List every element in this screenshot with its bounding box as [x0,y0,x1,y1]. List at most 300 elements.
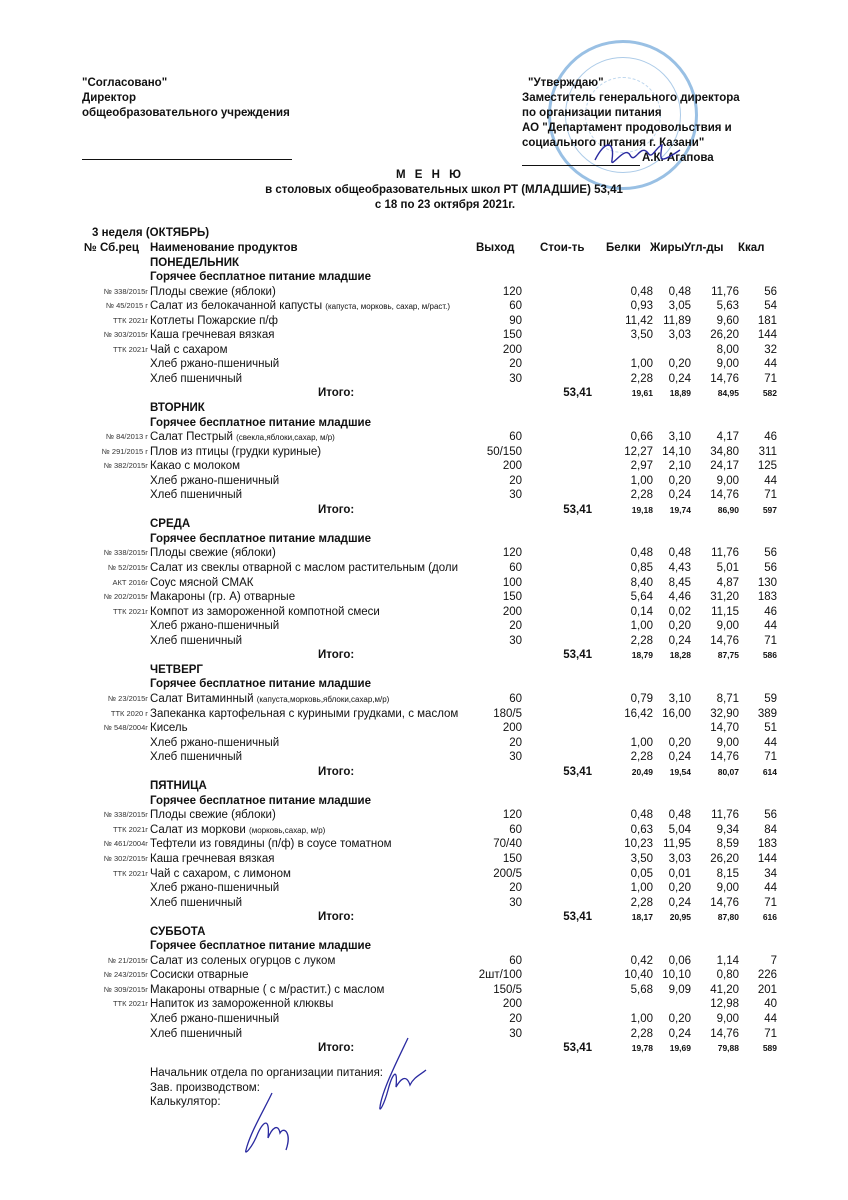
document-title: М Е Н Ю [396,169,464,181]
kcal-value: 183 [757,838,777,851]
dish-name: Хлеб ржано-пшеничный [150,358,280,371]
dish-name-cell [150,750,466,766]
total-label: Итого: [318,503,355,516]
meal-group-row [84,677,784,692]
meal-group-row [84,794,784,809]
portion-output: 60 [509,692,522,705]
table-row [84,619,784,634]
portion-output: 100 [502,576,522,589]
table-row [84,459,784,474]
approved-label: "Утверждаю" [528,77,604,89]
carbs-value: 26,20 [710,329,739,342]
protein-value: 16,42 [624,707,653,720]
dish-name-cell [150,692,466,708]
dish-name: Хлеб ржано-пшеничный [150,474,280,487]
table-row [84,823,784,838]
day-total-row [84,503,784,518]
recipe-code: ТТК 2021г [112,999,148,1009]
total-carbs: 80,07 [717,766,739,777]
recipe-code: № 309/2015г [103,984,148,994]
table-row [84,896,784,911]
carbs-value: 14,76 [710,896,739,909]
dish-name-cell [150,590,466,606]
portion-output: 200 [502,343,522,356]
carbs-value: 11,76 [711,285,739,298]
carbs-value: 5,01 [716,562,739,575]
table-row [84,299,784,314]
dish-name: Соус мясной СМАК [150,576,254,589]
fat-value: 0,20 [668,1012,691,1025]
meal-group-heading: Горячее бесплатное питание младшие [150,532,372,545]
carbs-value: 5,63 [716,300,739,313]
dish-name-cell [150,983,466,999]
recipe-code: № 461/2004г [103,839,148,849]
recipe-code: ТТК 2021г [112,606,148,616]
document-subtitle: в столовых общеобразовательных школ РТ (МЛАДШИЕ) 53,41 [265,184,623,196]
kcal-value: 44 [764,620,777,633]
fat-value: 14,10 [662,445,691,458]
protein-value: 2,28 [630,896,653,909]
fat-value: 0,48 [668,547,691,560]
day-heading-row [84,925,784,940]
dish-name-cell [150,837,466,853]
column-header-name: Наименование продуктов [150,242,298,254]
protein-value: 12,27 [624,445,653,458]
protein-value: 1,00 [630,882,653,895]
kcal-value: 84 [764,823,777,836]
dish-name-cell [150,488,466,504]
dish-name-cell [150,430,466,446]
portion-output: 30 [509,634,522,647]
fat-value: 0,24 [668,372,691,385]
dish-name: Чай с сахаром, с лимоном [150,867,291,880]
dish-name-cell [150,357,466,373]
fat-value: 11,95 [663,838,691,851]
portion-output: 20 [509,620,522,633]
approver-name: А.К. Агапова [642,152,714,164]
table-row [84,357,784,372]
head-of-catering-label: Начальник отдела по организации питания: [150,1067,383,1079]
column-header-carbs: Угл-ды [684,242,724,254]
table-row [84,881,784,896]
day-total-row [84,765,784,780]
total-kcal: 586 [762,650,777,661]
total-fat: 18,89 [669,388,691,399]
recipe-code: № 23/2015г [108,693,148,703]
portion-output: 20 [509,736,522,749]
fat-value: 0,48 [668,809,691,822]
total-cost: 53,41 [563,503,592,516]
table-row [84,430,784,445]
portion-output: 200 [502,722,522,735]
protein-value: 2,28 [630,751,653,764]
day-heading: СУББОТА [150,925,206,938]
dish-name: Салат из белокачанной капусты [150,300,326,313]
fat-value: 5,04 [668,823,691,836]
recipe-code: № 45/2015 г [105,301,148,311]
table-row [84,997,784,1012]
fat-value: 3,03 [668,852,691,865]
carbs-value: 8,71 [716,692,739,705]
director-label: Директор [82,92,136,104]
protein-value: 0,48 [630,547,653,560]
table-row [84,634,784,649]
portion-output: 150 [502,852,522,865]
kcal-value: 183 [757,591,777,604]
total-kcal: 582 [762,388,777,399]
dish-name-cell [150,852,466,868]
dish-name: Макароны отварные ( с м/растит.) с маслом [150,983,385,996]
portion-output: 30 [509,489,522,502]
total-kcal: 614 [762,766,777,777]
portion-output: 60 [509,954,522,967]
protein-value: 2,28 [630,372,653,385]
total-carbs: 84,95 [717,388,739,399]
carbs-value: 8,59 [716,838,739,851]
kcal-value: 7 [770,954,777,967]
dish-name-cell [150,343,466,359]
total-fat: 18,28 [669,650,691,661]
carbs-value: 32,90 [710,707,739,720]
dish-name-cell [150,881,466,897]
carbs-value: 14,70 [710,722,739,735]
recipe-code: № 338/2015г [103,286,148,296]
total-kcal: 589 [762,1043,777,1054]
protein-value: 0,14 [630,605,653,618]
kcal-value: 44 [764,736,777,749]
fat-value: 0,01 [668,867,691,880]
dish-name-cell [150,576,466,592]
fat-value: 0,20 [668,474,691,487]
recipe-code: № 548/2004г [103,723,148,733]
fat-value: 0,24 [668,1027,691,1040]
carbs-value: 9,34 [716,823,739,836]
portion-output: 30 [509,751,522,764]
portion-output: 30 [509,372,522,385]
dish-name-cell [150,707,466,723]
carbs-value: 14,76 [710,634,739,647]
dish-name-cell [150,445,466,461]
dish-name: Салат из моркови [150,823,250,836]
kcal-value: 181 [757,314,777,327]
day-heading-row [84,517,784,532]
dish-name-cell [150,997,466,1013]
total-protein: 19,18 [631,504,653,515]
column-header-fat: Жиры [650,242,685,254]
protein-value: 0,93 [630,300,653,313]
table-row [84,474,784,489]
total-fat: 19,69 [669,1043,691,1054]
day-heading-row [84,779,784,794]
protein-value: 0,48 [630,809,653,822]
week-label: 3 неделя (ОКТЯБРЬ) [92,227,210,239]
day-total-row [84,910,784,925]
dish-name-cell [150,1012,466,1028]
kcal-value: 51 [764,722,777,735]
fat-value: 0,24 [668,751,691,764]
meal-group-heading: Горячее бесплатное питание младшие [150,794,372,807]
carbs-value: 12,98 [710,998,739,1011]
portion-output: 60 [509,823,522,836]
column-header-code: № Сб.рец [84,242,139,254]
fat-value: 0,48 [668,285,691,298]
agreed-label: "Согласовано" [82,77,168,89]
fat-value: 0,24 [668,896,691,909]
dish-name: Хлеб пшеничный [150,372,243,385]
recipe-code: № 202/2015г [103,592,148,602]
total-label: Итого: [318,649,355,662]
table-row [84,590,784,605]
day-heading-row [84,663,784,678]
column-header-kcal: Ккал [738,242,765,254]
protein-value: 10,23 [624,838,653,851]
protein-value: 1,00 [630,358,653,371]
carbs-value: 34,80 [710,445,739,458]
approver-title: Заместитель генерального директора [522,92,740,104]
kcal-value: 44 [764,358,777,371]
protein-value: 2,28 [630,489,653,502]
table-row [84,605,784,620]
dish-name: Хлеб ржано-пшеничный [150,1012,280,1025]
protein-value: 1,00 [630,620,653,633]
kcal-value: 59 [764,692,777,705]
fat-value: 3,10 [668,431,691,444]
recipe-code: ТТК 2021г [112,824,148,834]
protein-value: 1,00 [630,474,653,487]
dish-ingredients-note: (капуста,морковь,яблоки,сахар,м/р) [256,694,390,704]
protein-value: 2,28 [630,634,653,647]
column-header-output: Выход [476,242,515,254]
dish-name: Запеканка картофельная с куриными грудками, с маслом [150,707,459,720]
recipe-code: № 303/2015г [103,330,148,340]
dish-name: Плоды свежие (яблоки) [150,809,276,822]
approver-signature-row [522,151,740,166]
kcal-value: 71 [764,751,777,764]
kcal-value: 44 [764,474,777,487]
table-row [84,736,784,751]
dish-name-cell [150,372,466,388]
portion-output: 30 [509,1027,522,1040]
total-kcal: 616 [762,912,777,923]
portion-output: 120 [502,809,522,822]
dish-name: Хлеб пшеничный [150,1027,243,1040]
protein-value: 3,50 [630,852,653,865]
dish-name-cell [150,867,466,883]
total-carbs: 87,80 [717,912,739,923]
carbs-value: 8,00 [716,343,739,356]
carbs-value: 41,20 [710,983,739,996]
kcal-value: 71 [764,896,777,909]
carbs-value: 9,00 [716,882,739,895]
dish-name-cell [150,736,466,752]
dish-name: Хлеб пшеничный [150,634,243,647]
total-cost: 53,41 [563,765,592,778]
total-protein: 19,61 [631,388,653,399]
table-row [84,561,784,576]
total-fat: 19,54 [669,766,691,777]
dish-name: Салат из соленых огурцов с луком [150,954,336,967]
table-row [84,314,784,329]
fat-value: 8,45 [668,576,691,589]
meal-group-row [84,939,784,954]
column-header-protein: Белки [606,242,641,254]
menu-table [84,241,784,1056]
portion-output: 150/5 [493,983,522,996]
dish-name-cell [150,808,466,824]
total-cost: 53,41 [563,387,592,400]
kcal-value: 71 [764,489,777,502]
kcal-value: 46 [764,431,777,444]
portion-output: 150 [502,329,522,342]
total-carbs: 86,90 [717,504,739,515]
total-cost: 53,41 [563,649,592,662]
kcal-value: 44 [764,882,777,895]
total-label: Итого: [318,387,355,400]
table-row [84,983,784,998]
table-row [84,837,784,852]
table-row [84,867,784,882]
recipe-code: № 21/2015г [108,955,148,965]
dish-name: Тефтели из говядины (п/ф) в соусе томатном [150,838,392,851]
day-total-row [84,648,784,663]
total-carbs: 79,88 [717,1043,739,1054]
recipe-code: № 338/2015г [103,810,148,820]
table-row [84,692,784,707]
approval-approved-block [522,76,740,166]
total-kcal: 597 [762,504,777,515]
dish-name: Плов из птицы (грудки куриные) [150,445,322,458]
dish-name: Хлеб ржано-пшеничный [150,882,280,895]
approver-org-2: социального питания г. Казани" [522,137,705,149]
protein-value: 2,28 [630,1027,653,1040]
signature-line [82,159,292,160]
protein-value: 0,66 [630,431,653,444]
recipe-code: № 243/2015г [103,970,148,980]
kcal-value: 71 [764,1027,777,1040]
portion-output: 60 [509,300,522,313]
protein-value: 5,64 [630,591,653,604]
portion-output: 20 [509,882,522,895]
fat-value: 0,20 [668,882,691,895]
table-row [84,1012,784,1027]
dish-name: Напиток из замороженной клюквы [150,998,334,1011]
table-row [84,372,784,387]
day-heading: ВТОРНИК [150,402,205,415]
fat-value: 4,43 [668,562,691,575]
carbs-value: 4,17 [716,431,739,444]
total-cost: 53,41 [563,911,592,924]
portion-output: 200/5 [493,867,522,880]
protein-value: 0,63 [630,823,653,836]
fat-value: 0,02 [668,605,691,618]
fat-value: 4,46 [668,591,691,604]
carbs-value: 11,15 [711,605,739,618]
recipe-code: № 84/2013 г [105,432,148,442]
table-row [84,285,784,300]
carbs-value: 24,17 [710,460,739,473]
protein-value: 11,42 [625,314,653,327]
kcal-value: 32 [764,343,777,356]
table-row [84,808,784,823]
kcal-value: 201 [757,983,777,996]
recipe-code: ТТК 2021г [112,315,148,325]
meal-group-row [84,416,784,431]
approval-agreed-block [82,76,292,160]
dish-name-cell [150,328,466,344]
table-row [84,445,784,460]
dish-name: Плоды свежие (яблоки) [150,547,276,560]
carbs-value: 9,00 [716,358,739,371]
dish-name-cell [150,546,466,562]
dish-name-cell [150,299,466,315]
dish-name: Макароны (гр. А) отварные [150,591,296,604]
dish-name-cell [150,285,466,301]
dish-name: Компот из замороженной компотной смеси [150,605,380,618]
recipe-code: ТТК 2021г [112,344,148,354]
fat-value: 11,89 [663,314,691,327]
protein-value: 3,50 [630,329,653,342]
carbs-value: 14,76 [710,372,739,385]
dish-name-cell [150,619,466,635]
signatures-footer [150,1066,383,1110]
protein-value: 2,97 [630,460,653,473]
dish-ingredients-note: (морковь,сахар, м/р) [249,825,326,835]
fat-value: 0,20 [668,736,691,749]
dish-name: Салат Пестрый [150,431,237,444]
fat-value: 0,24 [668,634,691,647]
recipe-code: № 291/2015 г [101,446,148,456]
fat-value: 0,20 [668,620,691,633]
dish-name-cell [150,634,466,650]
day-heading-row [84,401,784,416]
portion-output: 200 [502,460,522,473]
portion-output: 90 [509,314,522,327]
fat-value: 3,03 [668,329,691,342]
kcal-value: 226 [757,969,777,982]
carbs-value: 8,15 [716,867,739,880]
protein-value: 0,79 [630,692,653,705]
dish-name-cell [150,954,466,970]
dish-name: Каша гречневая вязкая [150,852,275,865]
carbs-value: 0,80 [716,969,739,982]
portion-output: 180/5 [493,707,522,720]
total-carbs: 87,75 [717,650,739,661]
dish-name-cell [150,474,466,490]
day-total-row [84,386,784,401]
fat-value: 3,10 [668,692,691,705]
meal-group-heading: Горячее бесплатное питание младшие [150,940,372,953]
day-heading: СРЕДА [150,518,191,531]
kcal-value: 144 [757,329,777,342]
table-row [84,968,784,983]
protein-value: 8,40 [630,576,653,589]
fat-value: 0,20 [668,358,691,371]
dish-name: Плоды свежие (яблоки) [150,285,276,298]
portion-output: 70/40 [493,838,522,851]
day-heading: ПОНЕДЕЛЬНИК [150,256,239,269]
kcal-value: 40 [764,998,777,1011]
portion-output: 120 [502,547,522,560]
kcal-value: 56 [764,547,777,560]
total-protein: 18,17 [631,912,653,923]
portion-output: 200 [502,998,522,1011]
fat-value: 0,24 [668,489,691,502]
approver-org: АО "Департамент продовольствия и [522,122,732,134]
signature-line [522,152,640,166]
dish-name-cell [150,823,466,839]
dish-name-cell [150,1027,466,1043]
recipe-code: АКТ 2016г [112,577,148,587]
